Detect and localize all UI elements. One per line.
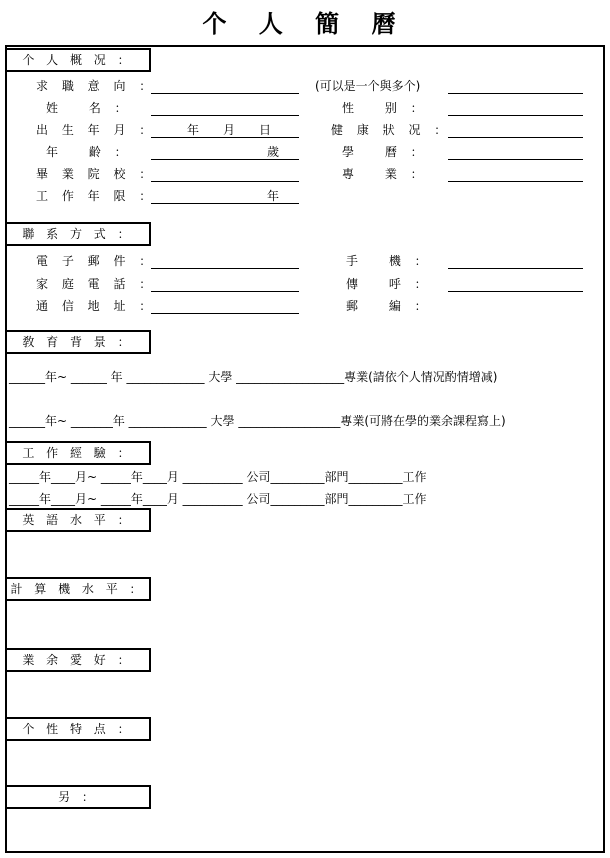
label-pager: 傳 呼 ： <box>346 277 432 291</box>
section-contact: 聯 系 方 式 ： <box>5 222 151 246</box>
section-computer: 計 算 機 水 平 ： <box>5 577 151 601</box>
label-home-phone: 家 庭 電 話 ： <box>36 277 157 291</box>
field-job-intent[interactable] <box>151 93 299 94</box>
field-address[interactable] <box>151 313 299 314</box>
label-school: 畢 業 院 校 ： <box>36 167 157 181</box>
page-title: 个 人 簡 曆 <box>202 10 408 38</box>
label-address: 通 信 地 址 ： <box>36 299 157 313</box>
field-home-phone[interactable] <box>151 291 299 292</box>
section-personality: 个 性 特 点 ： <box>5 717 151 741</box>
field-age[interactable] <box>151 159 299 160</box>
education-row-1[interactable]: ______年~ ______ 年 _____________ 大學 __________________專業(請依个人情况酌情增减) <box>9 370 498 384</box>
field-birth[interactable] <box>151 137 299 138</box>
section-hobbies: 業 余 愛 好 ： <box>5 648 151 672</box>
label-years: 工 作 年 限 ： <box>36 189 157 203</box>
years-unit: 年 <box>267 189 280 203</box>
section-english: 英 語 水 平 ： <box>5 508 151 532</box>
label-birth: 出 生 年 月 ： <box>36 123 157 137</box>
field-health[interactable] <box>448 137 583 138</box>
field-school[interactable] <box>151 181 299 182</box>
field-mobile[interactable] <box>448 268 583 269</box>
label-major: 專 業 ： <box>342 167 428 181</box>
work-row-2[interactable]: _____年____月~ _____年____月 __________ 公司_________部門_________工作 <box>9 492 427 506</box>
section-work: 工 作 經 驗 ： <box>5 441 151 465</box>
field-email[interactable] <box>151 268 299 269</box>
label-job-intent: 求 職 意 向 ： <box>36 79 157 93</box>
label-postcode: 郵 編 ： <box>346 299 432 313</box>
label-health: 健 康 狀 况 ： <box>331 123 452 137</box>
label-email: 電 子 郵 件 ： <box>36 254 157 268</box>
field-job-intent-2[interactable] <box>448 93 583 94</box>
field-degree[interactable] <box>448 159 583 160</box>
job-intent-note: (可以是一个與多个) <box>315 79 421 93</box>
age-unit: 歲 <box>267 145 280 159</box>
field-pager[interactable] <box>448 291 583 292</box>
label-name: 姓 名 ： <box>46 101 132 115</box>
label-age: 年 齡 ： <box>46 145 132 159</box>
field-gender[interactable] <box>448 115 583 116</box>
section-education: 敎 育 背 景 ： <box>5 330 151 354</box>
field-name[interactable] <box>151 115 299 116</box>
section-overview: 个 人 概 况 ： <box>5 48 151 72</box>
education-row-2[interactable]: ______年~ _______年 _____________ 大學 _________________專業(可將在學的業余課程寫上) <box>9 414 506 428</box>
field-years[interactable] <box>151 203 299 204</box>
label-gender: 性 别 ： <box>342 101 428 115</box>
field-major[interactable] <box>448 181 583 182</box>
work-row-1[interactable]: _____年____月~ _____年____月 __________ 公司_________部門_________工作 <box>9 470 427 484</box>
label-mobile: 手 機 ： <box>346 254 432 268</box>
label-degree: 學 曆 ： <box>342 145 428 159</box>
birth-fill: 年 月 日 <box>187 123 272 137</box>
section-other: 另 ： <box>5 785 151 809</box>
